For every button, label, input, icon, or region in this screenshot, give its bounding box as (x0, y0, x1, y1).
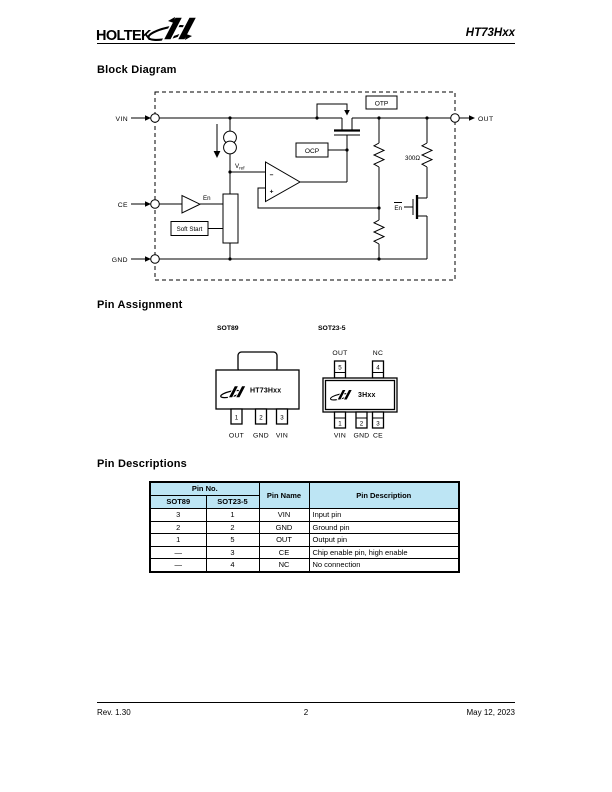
en-label: En (203, 195, 211, 202)
col-header-sot23-5: SOT23-5 (206, 496, 259, 509)
heading-pin-assignment: Pin Assignment (97, 299, 183, 311)
ocp-block (296, 143, 349, 157)
sot23-5-package-name: SOT23-5 (318, 325, 346, 332)
sot23-5-pin2-label: GND (353, 432, 370, 440)
pin-description-table (149, 481, 460, 573)
sot23-5-marking: 3Hxx (358, 392, 376, 399)
sot23-5-package (318, 325, 397, 440)
table-row (150, 509, 459, 522)
col-header-pin-no: Pin No. (150, 482, 259, 496)
resistor-lower (374, 220, 384, 244)
cell-description: Output pin (309, 534, 459, 547)
amp-plus-sign: + (269, 188, 274, 196)
holtek-wordmark: HOLTEK (96, 28, 151, 44)
sot23-5-pin5-number: 5 (338, 364, 342, 372)
sot89-package (216, 325, 299, 440)
sot89-pin3-label: VIN (275, 432, 289, 440)
table-row (150, 521, 459, 534)
soft-start-block (171, 222, 223, 236)
col-header-sot89: SOT89 (150, 496, 206, 509)
cell-pin-name: CE (259, 546, 309, 559)
cell-pin-name: GND (259, 521, 309, 534)
footer-revision: Rev. 1.30 (97, 708, 131, 717)
otp-label: OTP (374, 100, 389, 108)
cell-sot89: 1 (150, 534, 206, 547)
current-source (214, 116, 237, 194)
cell-sot89: 2 (150, 521, 206, 534)
holtek-logo (95, 12, 200, 46)
cell-pin-name: VIN (259, 509, 309, 522)
sot23-5-pin4-label: NC (372, 350, 384, 357)
sot89-pin2-number: 2 (259, 414, 263, 422)
resistor-300-label: 300Ω (405, 155, 420, 162)
enable-buffer (182, 195, 223, 213)
table-row (150, 546, 459, 559)
out-terminal (451, 114, 460, 123)
sot89-pin1-number: 1 (234, 414, 239, 422)
out-pin-label: OUT (478, 116, 494, 123)
output-discharge-branch (394, 116, 432, 259)
cell-pin-name: NC (259, 559, 309, 572)
col-header-pin-description: Pin Description (309, 482, 459, 509)
sot23-5-pin4-number: 4 (376, 364, 380, 372)
footer-page-number: 2 (303, 708, 309, 717)
table-row (150, 534, 459, 547)
sot89-marking: HT73Hxx (250, 387, 282, 395)
cell-sot89: — (150, 559, 206, 572)
header-rule (97, 43, 515, 44)
gnd-pin-label: GND (111, 257, 128, 264)
cell-sot89: — (150, 546, 206, 559)
cell-description: Chip enable pin, high enable (309, 546, 459, 559)
otp-block (366, 96, 397, 109)
ce-terminal (151, 200, 160, 209)
gnd-terminal (151, 255, 160, 264)
sot89-pin1-label: OUT (228, 432, 245, 440)
ocp-label: OCP (304, 148, 320, 155)
resistor-upper (374, 143, 384, 167)
cell-description: Input pin (309, 509, 459, 522)
cell-sot23-5: 5 (206, 534, 259, 547)
resistor-300 (422, 143, 432, 167)
doc-title: HT73Hxx (465, 27, 515, 39)
sot89-package-name: SOT89 (217, 325, 239, 332)
block-diagram-schematic (100, 85, 500, 290)
sot23-5-pin1-label: VIN (333, 432, 347, 440)
footer-date: May 12, 2023 (466, 708, 515, 717)
sot89-pin2-label: GND (252, 432, 270, 440)
amp-minus-sign: − (269, 172, 274, 179)
cell-sot23-5: 4 (206, 559, 259, 572)
vin-terminal (151, 114, 160, 123)
feedback-divider (374, 116, 384, 259)
heading-pin-descriptions: Pin Descriptions (97, 458, 187, 470)
cell-sot23-5: 1 (206, 509, 259, 522)
sot23-5-pin3-number: 3 (376, 420, 380, 428)
table-row (150, 559, 459, 572)
sot23-5-pin1-number: 1 (338, 420, 342, 428)
sot89-pin3-number: 3 (280, 414, 284, 422)
footer-rule (97, 702, 515, 703)
cell-description: Ground pin (309, 521, 459, 534)
cell-sot89: 3 (150, 509, 206, 522)
cell-sot23-5: 2 (206, 521, 259, 534)
soft-start-label: Soft Start (176, 226, 203, 233)
chip-boundary (155, 92, 455, 280)
sot23-5-pin3-label: CE (372, 432, 384, 440)
vin-pin-label: VIN (115, 116, 128, 123)
ce-pin-label: CE (117, 202, 128, 209)
discharge-transistor (394, 195, 427, 259)
heading-block-diagram: Block Diagram (97, 64, 177, 76)
vref-label: $V_{ref}$ (235, 163, 245, 171)
cell-pin-name: OUT (259, 534, 309, 547)
sot23-5-pin5-label: OUT (332, 350, 348, 357)
sot23-5-pin2-number: 2 (359, 420, 364, 428)
reference-block (223, 194, 238, 243)
cell-sot23-5: 3 (206, 546, 259, 559)
holtek-logo-icon (147, 17, 197, 43)
error-amplifier (258, 162, 379, 208)
col-header-pin-name: Pin Name (259, 482, 309, 509)
en-bar-label: En (394, 205, 402, 212)
package-drawings (200, 320, 420, 445)
cell-description: No connection (309, 559, 459, 572)
